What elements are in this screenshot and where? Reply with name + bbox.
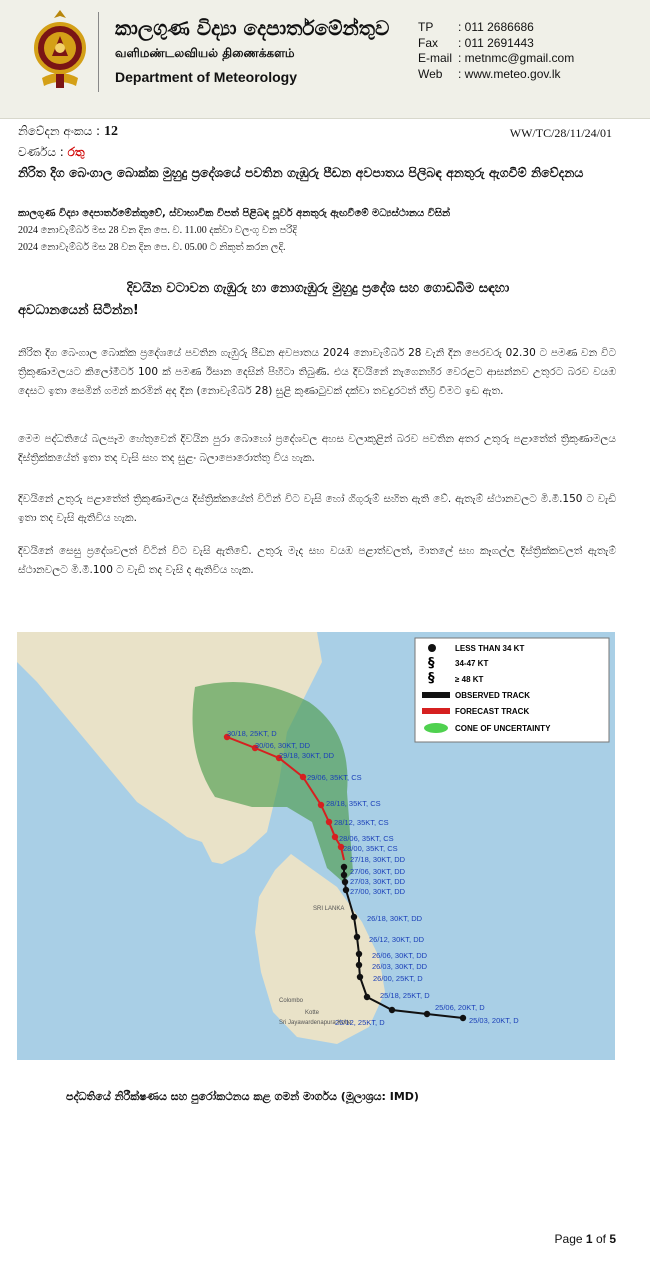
observed-label: 25/12, 25KT, D [335,1018,385,1027]
forecast-label: 30/06, 30KT, DD [255,741,311,750]
observed-label: 25/18, 25KT, D [380,991,430,1000]
report-number-value: 12 [103,124,118,139]
dept-name-english: Department of Meteorology [115,69,298,85]
warning-heading: දිවයින වටාවන ගැඹුරු හා නොගැඹුරු මුහුදු ප්‍රදේශ සහ ගොඩබිම සඳහා [126,281,510,296]
contact-label: Web [418,66,443,81]
contact-row [418,67,574,83]
observed-label: 27/06, 30KT, DD [350,867,406,876]
contact-website[interactable]: : www.meteo.gov.lk [458,66,561,81]
cyclone-track-map [17,632,615,1060]
contact-row [418,51,574,67]
contact-row [418,20,574,36]
place-label: SRI LANKA [313,906,345,912]
contact-block [418,20,574,82]
forecast-label: 28/12, 35KT, CS [334,818,389,827]
category-label: වර්ණය : [18,145,64,159]
legend-cone-swatch [424,723,448,733]
legend-cyclone-icon: § [428,671,435,686]
observed-label: 26/03, 30KT, DD [372,962,428,971]
report-category [18,145,85,160]
state-emblem-icon [30,8,90,92]
legend-forecast-swatch [422,708,450,714]
observed-point [424,1011,430,1017]
legend-observed: OBSERVED TRACK [455,691,530,700]
observed-point [389,1007,395,1013]
warning-heading-2: අවධානයෙන් සිටින්න! [18,303,139,318]
observed-label: 27/18, 30KT, DD [350,855,406,864]
observed-point [356,951,362,957]
observed-point [341,872,347,878]
legend-ge48: ≥ 48 KT [455,675,484,684]
page-number [555,1232,616,1246]
paragraph: නිරිත දිග බෙංගාල බොක්ක ප්‍රදේශයේ පවතින ගැඹුරු පීඩන අවපාතය 2024 නොවැම්බර් 28 වැනි දින පෙරවරු 02.30 ට පමණ වන විට ත්‍රිකුණාමලයට කිලෝමීටර් 100 ක් පමණ ඊසාන දෙසින් පිහිටා තිබුණි. එය දිවයිනේ නැගෙනහිර වෙරළට ආසන්නව උතුරට බරව වයඹ දෙසට ඉතා සෙමින් ගමන් කරමින් අද දින (නොවැම්බර් 28) සුළි කුණාටුවක් දක්වා තවදුරටත් තීව්‍ර වීමට ඉඩ ඇත. [18,347,616,397]
observed-point [356,962,362,968]
observed-label: 26/18, 30KT, DD [367,914,423,923]
report-title: නිරිත දිග බෙංගාල බොක්ක මුහුදු ප්‍රදේශයේ පවතින ගැඹුරු පීඩන අවපාතය පිලිබඳ අනතුරු ඇගවීම් නිවේදනය [18,165,584,180]
page-label: Page [554,1232,583,1246]
category-value: රතු [67,145,85,159]
contact-label: E-mail [418,51,453,65]
map-caption: පද්ධතියේ නිරීක්ෂණය සහ පුරෝකථනය කළ ගමන් මාර්ගය (මූලාශ්‍රය: IMD) [66,1090,419,1103]
observed-label: 27/00, 30KT, DD [350,887,406,896]
forecast-point [300,774,306,780]
forecast-point [318,802,324,808]
contact-email[interactable]: : metnmc@gmail.com [458,51,575,65]
page-total: 5 [609,1232,616,1246]
forecast-label: 30/18, 25KT, D [227,729,277,738]
paragraph: දිවයිනේ උතුරු පළාතේත් ත්‍රිකුණාමලය දිස්ත්‍රික්කයේත් විටින් විට වැසි හෝ ගිගුරුම් සහිත ඇති වේ. ඇතැම් ස්ථානවලට මි.මී.150 ට වැඩි ඉතා තද වැසි ඇතිවිය හැක. [18,493,616,524]
forecast-label: 28/06, 35KT, CS [339,834,394,843]
observed-label: 25/03, 20KT, D [469,1016,519,1025]
legend-cone: CONE OF UNCERTAINTY [455,724,551,733]
observed-point [342,879,348,885]
forecast-label: 28/18, 35KT, CS [326,799,381,808]
header-divider [98,12,99,92]
validity-line: 2024 නොවැම්බර් මස 28 වන දින පෙ. ව. 11.00 දක්වා වලංගු වන පරිදි [18,225,297,236]
map-legend [415,638,609,742]
forecast-label: 29/18, 30KT, DD [279,751,335,760]
legend-dot-icon [428,644,436,652]
report-subtitle: කාලගුණ විද්‍යා දෙපාර්තමේන්තුවේ, ස්වාභාවික විපත් පිළිබඳ පූර්ව අනතුරු ඇඟවීමේ මධ්‍යස්ථානය විසින් [18,208,451,219]
reference-code: WW/TC/28/11/24/01 [509,126,612,140]
paragraph: මෙම පද්ධතියේ බලපෑම හේතුවෙන් දිවයින පුරා බොහෝ ප්‍රදේශවල අහස වලාකුළින් බරව පවතින අතර උතුරු පළාතේත් ත්‍රිකුණාමලය දිස්ත්‍රික්කයේත් ඉතා තද වැසි සහ තද සුළං බලාපොරොත්තු විය හැක. [18,433,616,464]
observed-label: 26/06, 30KT, DD [372,951,428,960]
page-current: 1 [585,1232,593,1246]
issued-line: 2024 නොවැම්බර් මස 28 වන දින පෙ. ව. 05.00 ට නිකුත් කරන ලදි. [18,242,286,253]
observed-label: 26/12, 30KT, DD [369,935,425,944]
page-of: of [595,1232,606,1246]
letterhead [0,0,650,119]
observed-point [354,934,360,940]
legend-34-47: 34-47 KT [455,659,489,668]
observed-point [341,864,347,870]
legend-storm-icon: § [428,656,435,671]
report-number [18,124,118,140]
forecast-label: 28/00, 35KT, CS [343,844,398,853]
legend-forecast: FORECAST TRACK [455,707,530,716]
legend-observed-swatch [422,692,450,698]
forecast-label: 29/06, 35KT, CS [307,773,362,782]
observed-label: 26/00, 25KT, D [373,974,423,983]
contact-value: : 011 2691443 [458,35,534,50]
forecast-point [326,819,332,825]
place-label: Kotte [305,1010,320,1016]
report-number-label: නිවේදන අංකය : [18,124,101,138]
observed-point [364,994,370,1000]
contact-label: TP [418,20,434,34]
dept-name-sinhala: කාලගුණ විද්‍යා දෙපාර්තමේන්තුව [115,16,390,40]
observed-label: 27/03, 30KT, DD [350,877,406,886]
legend-less34: LESS THAN 34 KT [455,644,525,653]
observed-point [460,1015,466,1021]
paragraph: දිවයිනේ සෙසු ප්‍රදේශවලත් විටින් විට වැසි ඇතිවේ. උතුරු මැද සහ වයඹ පළාත්වලත්, මාතලේ සහ කෑගල්ල දිස්ත්‍රික්කවලත් ඇතැම් ස්ථානවලට මි.මී.100 ට වැඩි තද වැසි ද ඇතිවිය හැක. [18,545,616,576]
issue-info [18,222,297,256]
contact-value: : 011 2686686 [458,20,534,34]
place-label: Sri Jayawardenapura Kotte [279,1020,352,1026]
place-label: Colombo [279,998,304,1004]
observed-point [357,974,363,980]
observed-point [343,887,349,893]
dept-name-tamil: வளிமண்டலவியல் திணைக்களம் [115,46,295,60]
forecast-point [332,834,338,840]
observed-label: 25/06, 20KT, D [435,1003,485,1012]
contact-row [418,36,574,52]
observed-point [351,914,357,920]
contact-label: Fax [418,35,439,50]
